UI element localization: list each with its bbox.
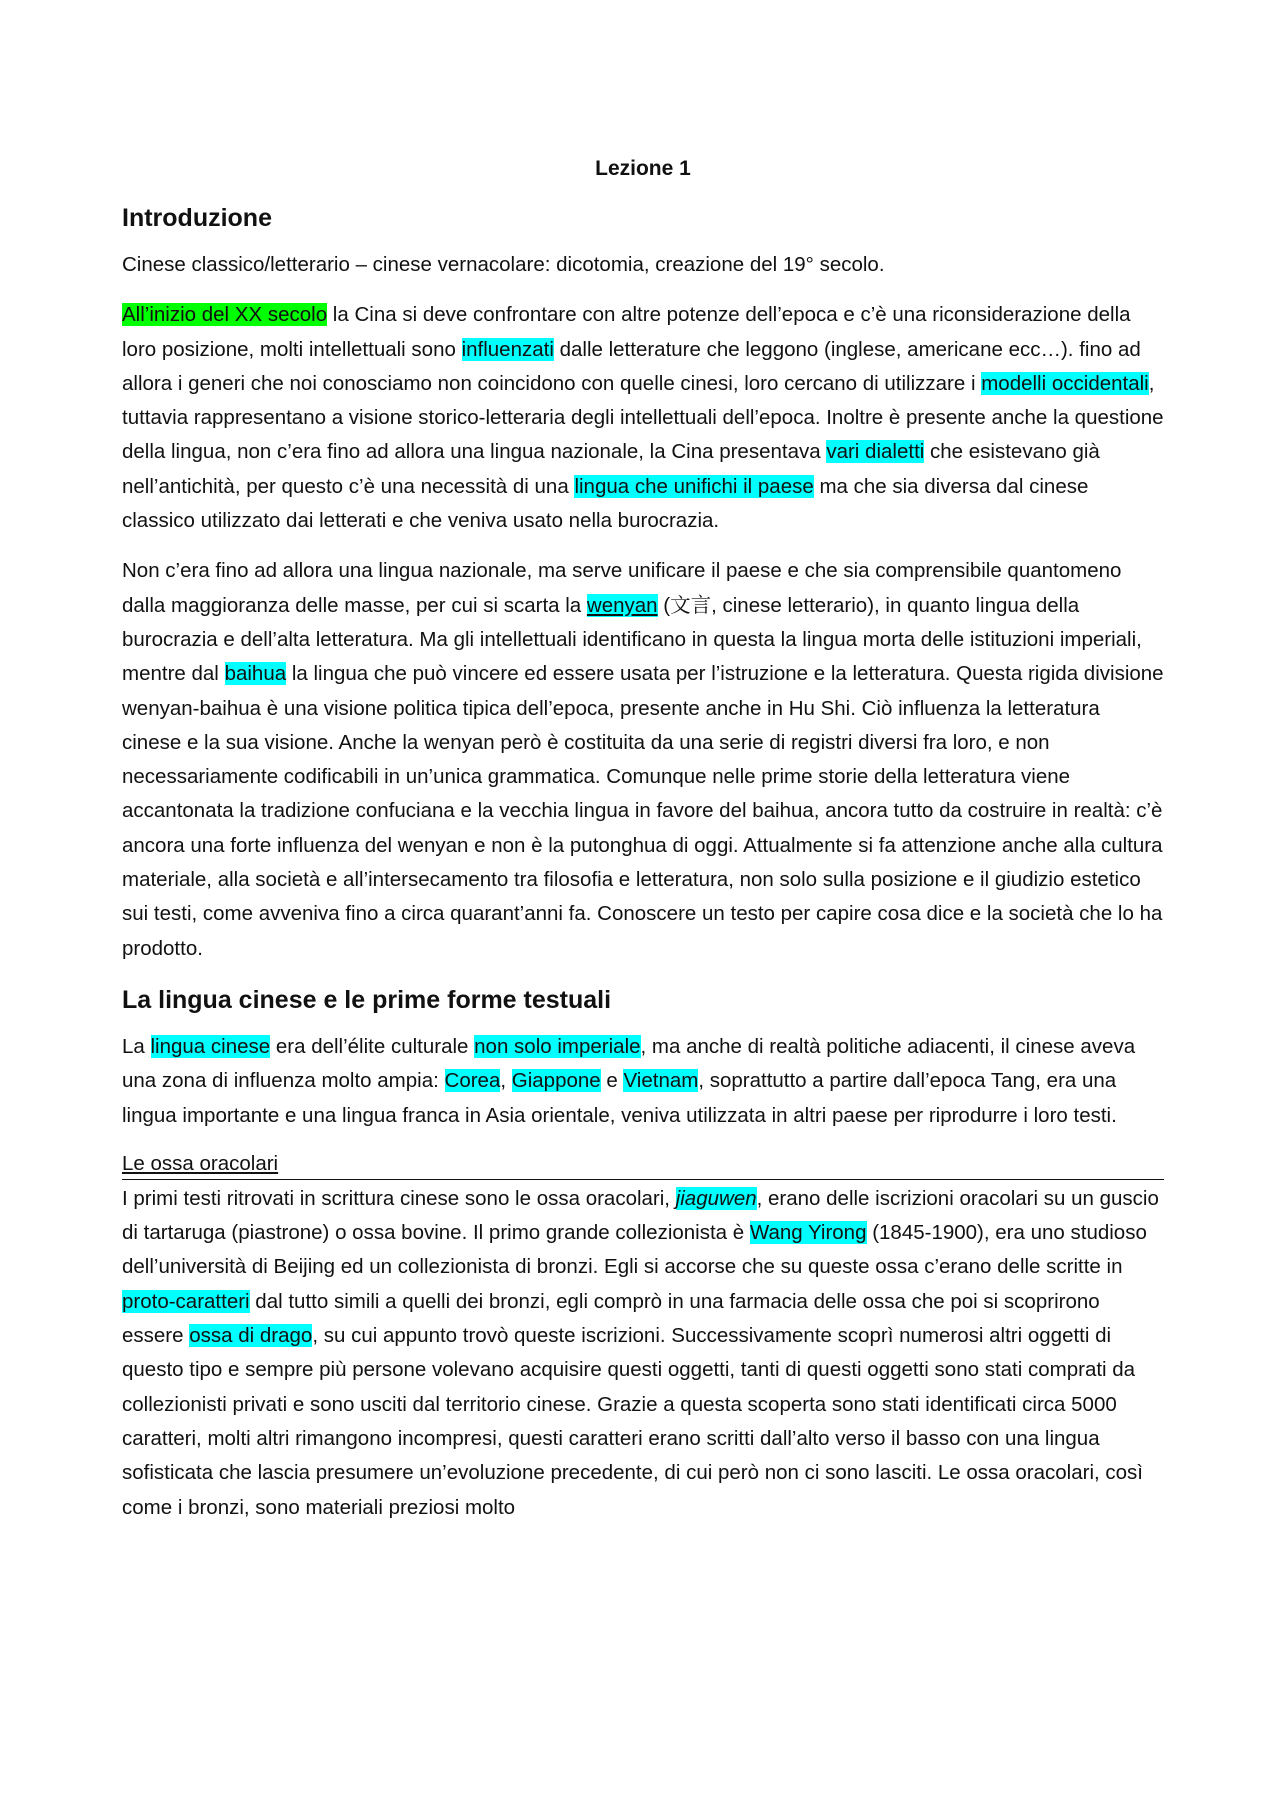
section-heading-lingua-cinese: La lingua cinese e le prime forme testuali bbox=[122, 985, 612, 1014]
ossa-paragraph: I primi testi ritrovati in scrittura cinese sono le ossa oracolari, jiaguwen, erano delle iscrizioni oracolari su un guscio di tartaruga (piastrone) o ossa bovine. Il primo grande collezionista è Wang Yirong (1845-1900), era uno studioso dell’università di Beijing ed un collezionista di bronzi. Egli si accorse che su queste ossa c’erano delle scritte in proto-caratteri dal tutto simili a quelli dei bronzi, egli comprò in una farmacia delle ossa che poi si scoprirono essere ossa di drago, su cui appunto trovò queste iscrizioni. Successivamente scoprì numerosi altri oggetti di questo tipo e sempre più persone volevano acquisire questi oggetti, tanti di questi oggetti sono stati comprati da collezionisti privati e sono usciti dal territorio cinese. Grazie a questa scoperta sono stati identificati circa 5000 caratteri, molti altri rimangono incompresi, questi caratteri erano scritti dall’alto verso il basso con una lingua sofisticata che lascia presumere un’evoluzione precedente, di cui però non ci sono lasciti. Le ossa oracolari, così come i bronzi, sono materiali preziosi molto bbox=[122, 1186, 1159, 1519]
lesson-title: Lezione 1 bbox=[595, 157, 691, 180]
intro-paragraph-1: Cinese classico/letterario – cinese vernacolare: dicotomia, creazione del 19° secolo. bbox=[122, 253, 885, 276]
highlight-cyan: proto-caratteri bbox=[122, 1289, 250, 1313]
highlight-cyan: lingua cinese bbox=[150, 1034, 271, 1058]
highlight-cyan: ossa di drago bbox=[189, 1324, 313, 1348]
subheading-ossa-oracolari: Le ossa oracolari bbox=[122, 1149, 1164, 1180]
lingua-paragraph-1: La lingua cinese era dell’élite culturale non solo imperiale, ma anche di realtà politiche adiacenti, il cinese aveva una zona di influenza molto ampia: Corea, Giappone e Vietnam, soprattutto a partire dall’epoca Tang, era una lingua importante e una lingua franca in Asia orientale, veniva utilizzata in altri paese per riprodurre i loro testi. bbox=[122, 1034, 1136, 1127]
highlight-cyan-italic: jiaguwen bbox=[675, 1186, 757, 1210]
highlight-cyan: Corea bbox=[444, 1069, 501, 1093]
section-heading-introduzione: Introduzione bbox=[122, 204, 272, 232]
highlight-cyan: vari dialetti bbox=[826, 440, 925, 464]
intro-paragraph-3: Non c’era fino ad allora una lingua nazionale, ma serve unificare il paese e che sia comprensibile quantomeno dalla maggioranza delle masse, per cui si scarta la wenyan (文言, cinese letterario), in quanto lingua della burocrazia e dell’alta letteratura. Ma gli intellettuali identificano in questa la lingua morta delle istituzioni imperiali, mentre dal baihua la lingua che può vincere ed essere usata per l’istruzione e la letteratura. Questa rigida divisione wenyan-baihua è una visione politica tipica dell’epoca, presente anche in Hu Shi. Ciò influenza la letteratura cinese e la sua visione. Anche la wenyan però è costituita da una serie di registri diversi fra loro, e non necessariamente codificabili in un’unica grammatica. Comunque nelle prime storie della letteratura viene accantonata la tradizione confuciana e la vecchia lingua in favore del baihua, ancora tutto da costruire in realtà: c’è ancora una forte influenza del wenyan e non è la putonghua di oggi. Attualmente si fa attenzione anche alla cultura materiale, alla società e all’intersecamento tra filosofia e letteratura, non solo sulla posizione e il giudizio estetico sui testi, come avveniva fino a circa quarant’anni fa. Conoscere un testo per capire cosa dice e la società che lo ha prodotto. bbox=[122, 559, 1164, 960]
highlight-cyan: lingua che unifichi il paese bbox=[574, 474, 814, 498]
highlight-cyan: modelli occidentali bbox=[981, 371, 1149, 395]
highlight-cyan: Vietnam bbox=[623, 1069, 699, 1093]
highlight-green: All’inizio del XX secolo bbox=[122, 303, 328, 327]
intro-paragraph-2: All’inizio del XX secolo la Cina si deve confrontare con altre potenze dell’epoca e c’è una riconsiderazione della loro posizione, molti intellettuali sono influenzati dalle letterature che leggono (inglese, americane ecc…). fino ad allora i generi che noi conosciamo non coincidono con quelle cinesi, loro cercano di utilizzare i modelli occidentali, tuttavia rappresentano a visione storico-letteraria degli intellettuali dell’epoca. Inoltre è presente anche la questione della lingua, non c’era fino ad allora una lingua nazionale, la Cina presentava vari dialetti che esistevano già nell’antichità, per questo c’è una necessità di una lingua che unifichi il paese ma che sia diversa dal cinese classico utilizzato dai letterati e che veniva usato nella burocrazia. bbox=[122, 303, 1164, 533]
highlight-cyan: influenzati bbox=[461, 337, 554, 361]
highlight-cyan: Wang Yirong bbox=[749, 1221, 867, 1245]
highlight-cyan-underlined: wenyan bbox=[586, 593, 658, 617]
highlight-cyan: non solo imperiale bbox=[474, 1034, 641, 1058]
highlight-cyan: Giappone bbox=[511, 1069, 601, 1093]
highlight-cyan: baihua bbox=[224, 662, 287, 686]
